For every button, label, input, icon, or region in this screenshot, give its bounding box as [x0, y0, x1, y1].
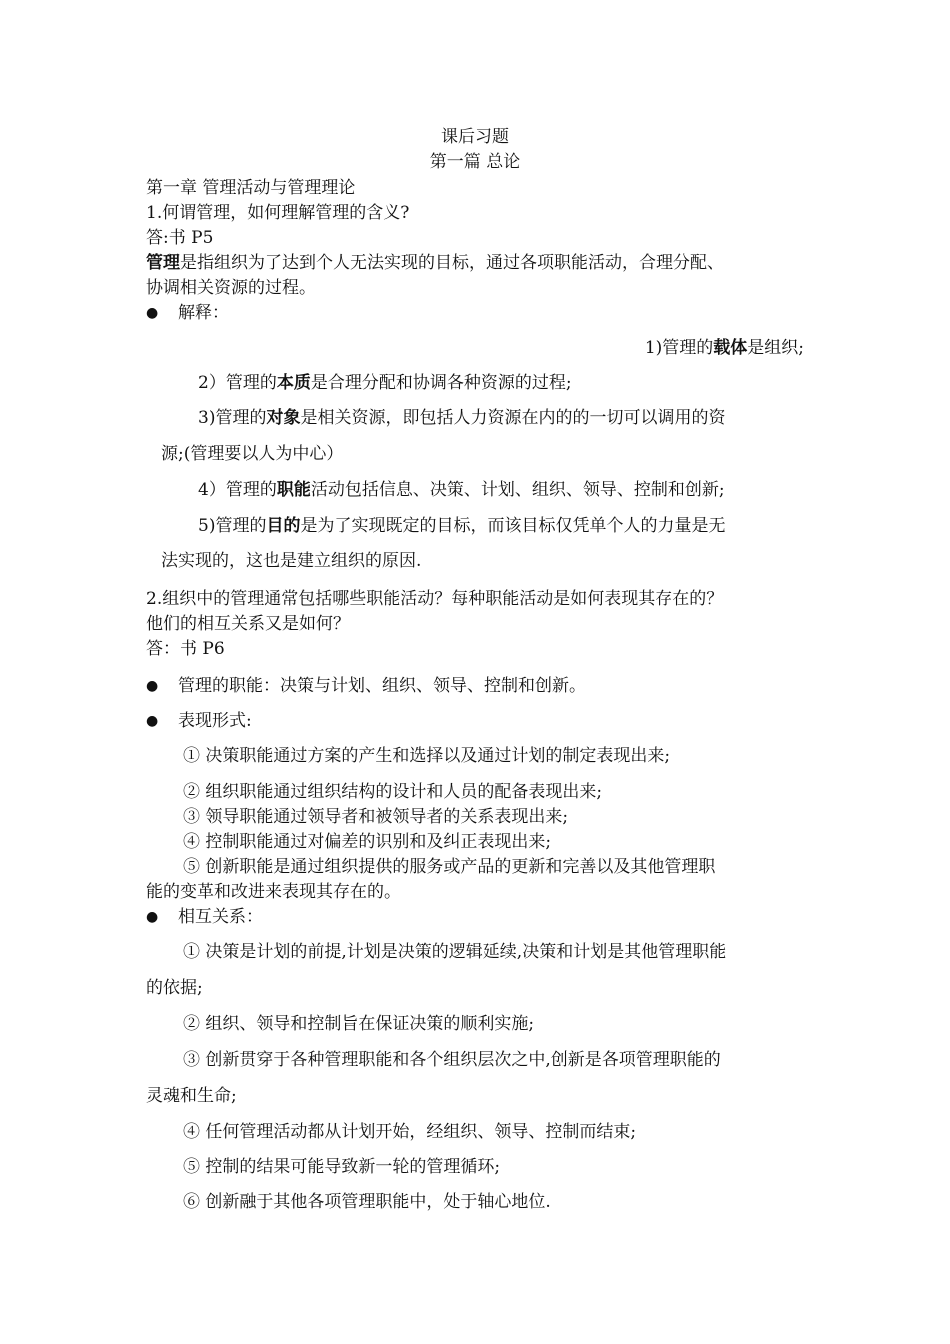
point-3-term: 对象 [266, 408, 301, 428]
chapter-heading: 第一章 管理活动与管理理论 [146, 178, 356, 198]
relation-item-4: ④ 任何管理活动都从计划开始，经组织、领导、控制而结束; [183, 1122, 637, 1142]
bullet-icon: ● [146, 713, 159, 729]
relations-label: 相互关系： [178, 907, 263, 927]
relation-item-1-line-2: 的依据; [146, 978, 203, 998]
bullet-icon: ● [146, 909, 159, 925]
point-1-term: 载体 [713, 338, 748, 358]
point-3: 3)管理的对象是相关资源，即包括人力资源在内的的一切可以调用的资 [198, 408, 726, 428]
point-5-term: 目的 [266, 516, 301, 536]
definition-text: 是指组织为了达到个人无法实现的目标，通过各项职能活动，合理分配、 [180, 253, 724, 273]
question-2-line-1: 2.组织中的管理通常包括哪些职能活动？每种职能活动是如何表现其存在的？ [146, 589, 724, 609]
bullet-icon: ● [146, 678, 159, 694]
relation-item-5: ⑤ 控制的结果可能导致新一轮的管理循环; [183, 1157, 501, 1177]
point-1: 1)管理的载体是组织; [644, 338, 804, 358]
forms-label: 表现形式: [178, 711, 252, 731]
definition-term: 管理 [146, 253, 180, 273]
relation-item-1: ① 决策是计划的前提,计划是决策的逻辑延续,决策和计划是其他管理职能 [183, 942, 727, 962]
point-2-term: 本质 [276, 373, 311, 393]
definition-line-2: 协调相关资源的过程。 [146, 278, 316, 298]
explain-label: 解释： [178, 303, 229, 323]
functions-summary: 管理的职能：决策与计划、组织、领导、控制和创新。 [178, 676, 586, 696]
form-item-5: ⑤ 创新职能是通过组织提供的服务或产品的更新和完善以及其他管理职 [183, 857, 716, 877]
form-item-1: ① 决策职能通过方案的产生和选择以及通过计划的制定表现出来; [183, 746, 671, 766]
answer-reference-2: 答：书 P6 [146, 639, 225, 659]
answer-reference-1: 答:书 P5 [146, 228, 214, 248]
point-5-line-2: 法实现的，这也是建立组织的原因. [161, 551, 422, 571]
question-2-line-2: 他们的相互关系又是如何？ [146, 614, 350, 634]
form-item-2: ② 组织职能通过组织结构的设计和人员的配备表现出来; [183, 782, 603, 802]
relation-item-6: ⑥ 创新融于其他各项管理职能中，处于轴心地位. [183, 1192, 551, 1212]
point-3-line-2: 源;(管理要以人为中心） [161, 444, 344, 464]
point-4: 4）管理的职能活动包括信息、决策、计划、组织、领导、控制和创新; [198, 480, 725, 500]
form-item-3: ③ 领导职能通过领导者和被领导者的关系表现出来; [183, 807, 569, 827]
question-1: 1.何谓管理，如何理解管理的含义? [146, 203, 410, 223]
point-5: 5)管理的目的是为了实现既定的目标，而该目标仅凭单个人的力量是无 [198, 516, 726, 536]
relation-item-3-line-2: 灵魂和生命; [146, 1086, 237, 1106]
point-2: 2）管理的本质是合理分配和协调各种资源的过程; [198, 373, 572, 393]
definition-line [146, 252, 724, 274]
form-item-4: ④ 控制职能通过对偏差的识别和及纠正表现出来; [183, 832, 552, 852]
part-heading: 第一篇 总论 [429, 152, 521, 172]
relation-item-3: ③ 创新贯穿于各种管理职能和各个组织层次之中,创新是各项管理职能的 [183, 1050, 721, 1070]
document-title: 课后习题 [441, 127, 509, 147]
point-4-term: 职能 [276, 480, 311, 500]
relation-item-2: ② 组织、领导和控制旨在保证决策的顺利实施; [183, 1014, 535, 1034]
form-item-5-line-2: 能的变革和改进来表现其存在的。 [146, 882, 401, 902]
bullet-icon: ● [146, 305, 159, 321]
